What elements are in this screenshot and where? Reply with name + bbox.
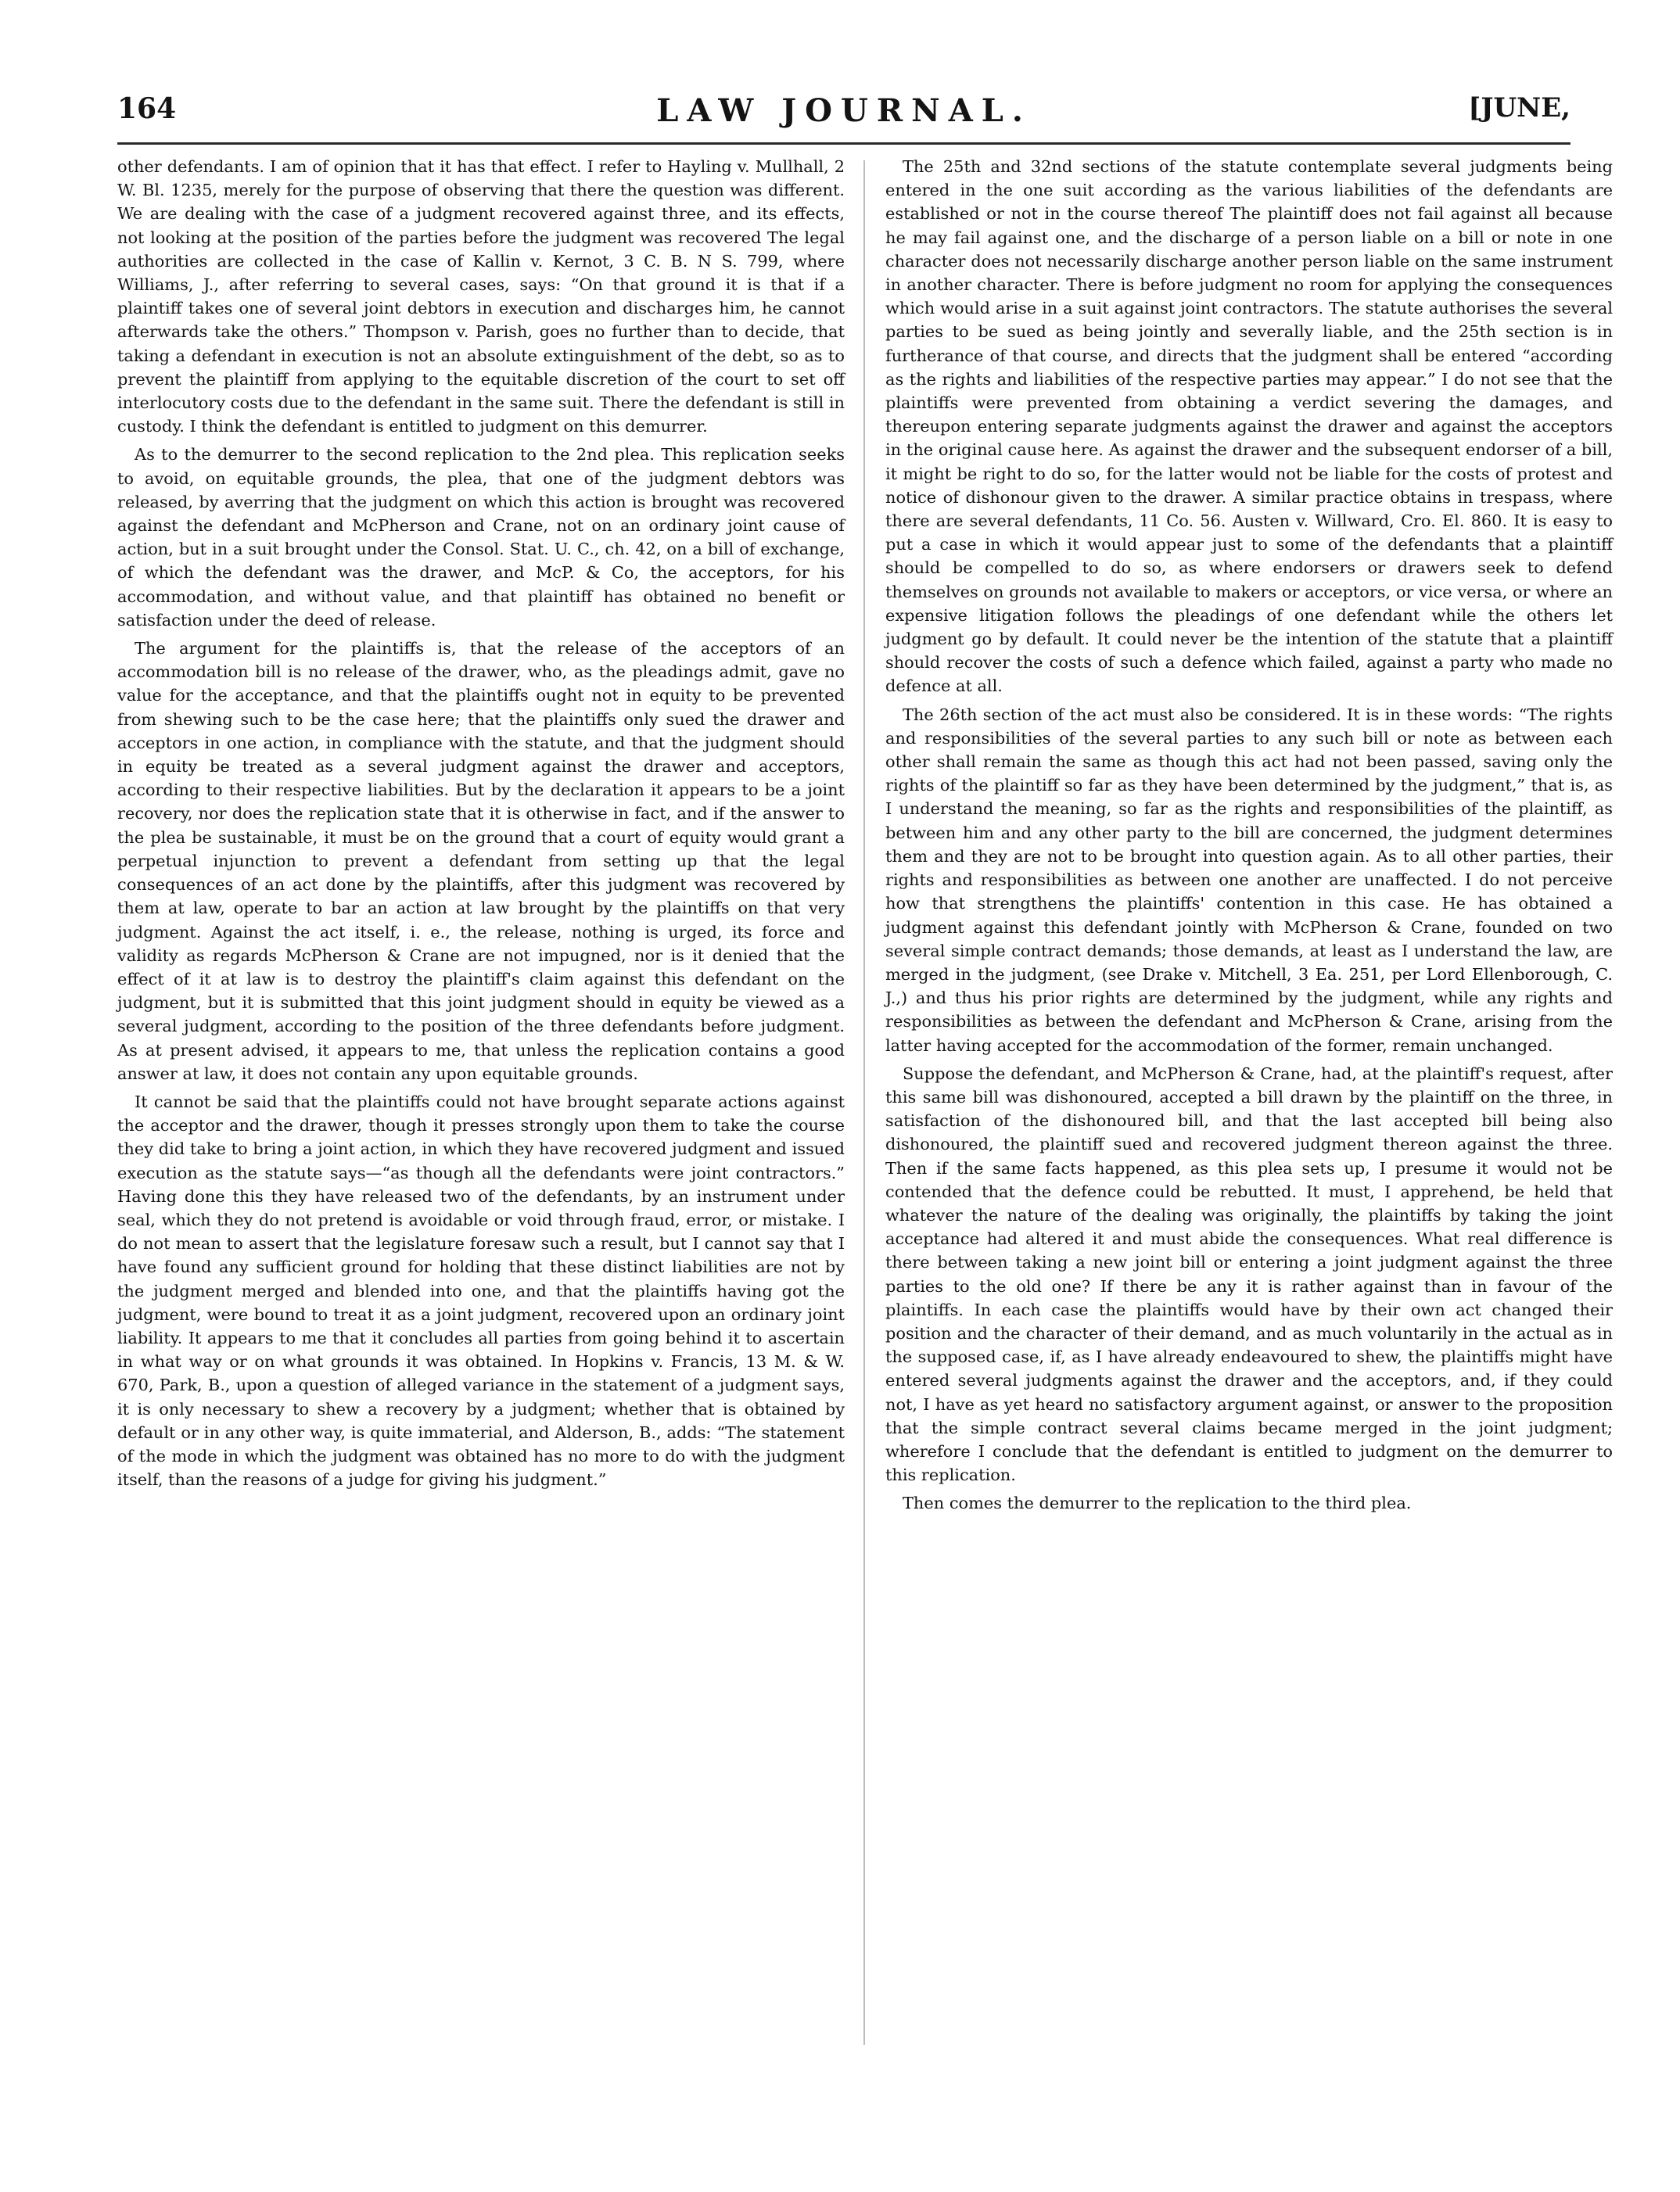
column-divider xyxy=(863,160,865,2045)
running-header xyxy=(117,92,1571,136)
paragraph: The 26th section of the act must also be considered. It is in these words: “The rights and responsibilities of the several parties to any such bill or note as between each other shall remain the same as though this act had not been passed, saving only the rights of the plaintiff so far as they have been determined by the judgment,” that is, as I understand the meaning, so far as the rights and responsibilities of the plaintiff, as between him and any other party to the bill are concerned, the judgment determines them and they are not to be brought into question again. As to all other parties, their rights and responsibilities as between one another are unaffected. I do not perceive how that strengthens the plaintiffs' contention in this case. He has obtained a judgment against this defendant jointly with McPherson & Crane, founded on two several simple contract demands; those demands, at least as I understand the law, are merged in the judgment, (see Drake v. Mitchell, 3 Ea. 251, per Lord Ellenborough, C. J.,) and thus his prior rights are determined by the judgment, while any rights and responsibilities as between the defendant and McPherson & Crane, arising from the latter having accepted for the accommodation of the former, remain unchanged. xyxy=(885,705,1613,1055)
page-number: 164 xyxy=(117,92,177,125)
paragraph: It cannot be said that the plaintiffs could not have brought separate actions against the acceptor and the drawer, though it presses strongly upon them to take the course they did take to bring a joint action, in which they have recovered judgment and issued execution as the statute says—“as though all the defendants were joint contractors.” Having done this they have released two of the defendants, by an instrument under seal, which they do not pretend is avoidable or void through fraud, error, or mistake. I do not mean to assert that the legislature foresaw such a result, but I cannot say that I have found any sufficient ground for holding that these distinct liabilities are not by the judgment merged and blended into one, and that the plaintiffs having got the judgment, were bound to treat it as a joint judgment, recovered upon an ordinary joint liability. It appears to me that it concludes all parties from going behind it to ascertain in what way or on what grounds it was obtained. In Hopkins v. Francis, 13 M. & W. 670, Park, B., upon a question of alleged variance in the statement of a judgment says, it is only necessary to shew a recovery by a judgment; whether that is obtained by default or in any other way, is quite immaterial, and Alderson, B., adds: “The statement of the mode in which the judgment was obtained has no more to do with the judgment itself, than the reasons of a judge for giving his judgment.” xyxy=(117,1092,845,1490)
paragraph: The argument for the plaintiffs is, that the release of the acceptors of an accommodation bill is no release of the drawer, who, as the pleadings admit, gave no value for the acceptance, and that the plaintiffs ought not in equity to be prevented from shewing such to be the case here; that the plaintiffs only sued the drawer and acceptors in one action, in compliance with the statute, and that the judgment should in equity be treated as a several judgment against the drawer and acceptors, according to their respective liabilities. But by the declaration it appears to be a joint recovery, nor does the replication state that it is otherwise in fact, and if the answer to the plea be sustainable, it must be on the ground that a court of equity would grant a perpetual injunction to prevent a defendant from setting up that the legal consequences of an act done by the plaintiffs, after this judgment was recovered by them at law, operate to bar an action at law brought by the plaintiffs on that very judgment. Against the act itself, i. e., the release, nothing is urged, its force and validity as regards McPherson & Crane are not impugned, nor is it denied that the effect of it at law is to destroy the plaintiff's claim against this defendant on the judgment, but it is submitted that this joint judgment should in equity be viewed as a several judgment, according to the position of the three defendants before judgment. As at present advised, it appears to me, that unless the replication contains a good answer at law, it does not contain any upon equitable grounds. xyxy=(117,639,845,1083)
paragraph: other defendants. I am of opinion that it has that effect. I refer to Hayling v. Mullhall, 2 W. Bl. 1235, merely for the purpose of observing that there the question was different. We are dealing with the case of a judgment recovered against three, and its effects, not looking at the position of the parties before the judgment was recovered The legal authorities are collected in the case of Kallin v. Kernot, 3 C. B. N S. 799, where Williams, J., after referring to several cases, says: “On that ground it is that if a plaintiff takes one of several joint debtors in execution and discharges him, he cannot afterwards take the others.” Thompson v. Parish, goes no further than to decide, that taking a defendant in execution is not an absolute extinguishment of the debt, so as to prevent the plaintiff from applying to the equitable discretion of the court to set off interlocutory costs due to the defendant in the same suit. There the defendant is still in custody. I think the defendant is entitled to judgment on this demurrer. xyxy=(117,157,845,436)
issue-month: [JUNE, xyxy=(1468,92,1571,124)
paragraph: Then comes the demurrer to the replication to the third plea. xyxy=(903,1494,1412,1513)
paragraph: Suppose the defendant, and McPherson & Crane, had, at the plaintiff's request, after this same bill was dishonoured, accepted a bill drawn by the plaintiff on the three, in satisfaction of the dishonoured bill, and that the last accepted bill being also dishonoured, the plaintiff sued and recovered judgment thereon against the three. Then if the same facts happened, as this plea sets up, I presume it would not be contended that the defence could be rebutted. It must, I apprehend, be held that whatever the nature of the dealing was originally, the plaintiffs by taking the joint acceptance had altered it and must abide the consequences. What real difference is there between taking a new joint bill or entering a joint judgment against the three parties to the old one? If there be any it is rather against than in favour of the plaintiffs. In each case the plaintiffs would have by their own act changed their position and the character of their demand, and as much voluntarily in the actual as in the supposed case, if, as I have already endeavoured to shew, the plaintiffs might have entered several judgments against the drawer and the acceptors, and, if they could not, I have as yet heard no satisfactory argument against, or answer to the proposition that the simple contract several claims became merged in the joint judgment; wherefore I conclude that the defendant is entitled to judgment on the demurrer to this replication. xyxy=(885,1064,1613,1485)
paragraph: As to the demurrer to the second replication to the 2nd plea. This replication seeks to avoid, on equitable grounds, the plea, that one of the judgment debtors was released, by averring that the judgment on which this action is brought was recovered against the defendant and McPherson and Crane, not on an ordinary joint cause of action, but in a suit brought under the Consol. Stat. U. C., ch. 42, on a bill of exchange, of which the defendant was the drawer, and McP. & Co, the acceptors, for his accommodation, and without value, and that plaintiff has obtained no benefit or satisfaction under the deed of release. xyxy=(117,445,845,630)
journal-title: LAW JOURNAL. xyxy=(656,92,1032,129)
left-column xyxy=(117,155,845,1496)
header-rule xyxy=(117,142,1571,145)
paragraph: The 25th and 32nd sections of the statute contemplate several judgments being entered in the one suit according as the various liabilities of the defendants are established or not in the course thereof The plaintiff does not fail against all because he may fail against one, and the discharge of a person liable on a bill or note in one character does not necessarily discharge another person liable on the same instrument in another character. There is before judgment no room for applying the consequences which would arise in a suit against joint contractors. The statute authorises the several parties to be sued as being jointly and severally liable, and the 25th section is in furtherance of that course, and directs that the judgment shall be entered “according as the rights and liabilities of the respective parties may appear.” I do not see that the plaintiffs were prevented from obtaining a verdict severing the damages, and thereupon entering separate judgments against the drawer and against the acceptors in the original cause here. As against the drawer and the subsequent endorser of a bill, it might be right to do so, for the latter would not be liable for the costs of protest and notice of dishonour given to the drawer. A similar practice obtains in trespass, where there are several defendants, 11 Co. 56. Austen v. Willward, Cro. El. 860. It is easy to put a case in which it would appear just to some of the defendants that a plaintiff should be compelled to do so, as where endorsers or drawers seek to defend themselves on grounds not available to makers or acceptors, or vice versa, or where an expensive litigation follows the pleadings of one defendant while the others let judgment go by default. It could never be the intention of the statute that a plaintiff should recover the costs of such a defence which failed, against a party who made no defence at all. xyxy=(885,157,1613,696)
right-column xyxy=(885,155,1613,1520)
